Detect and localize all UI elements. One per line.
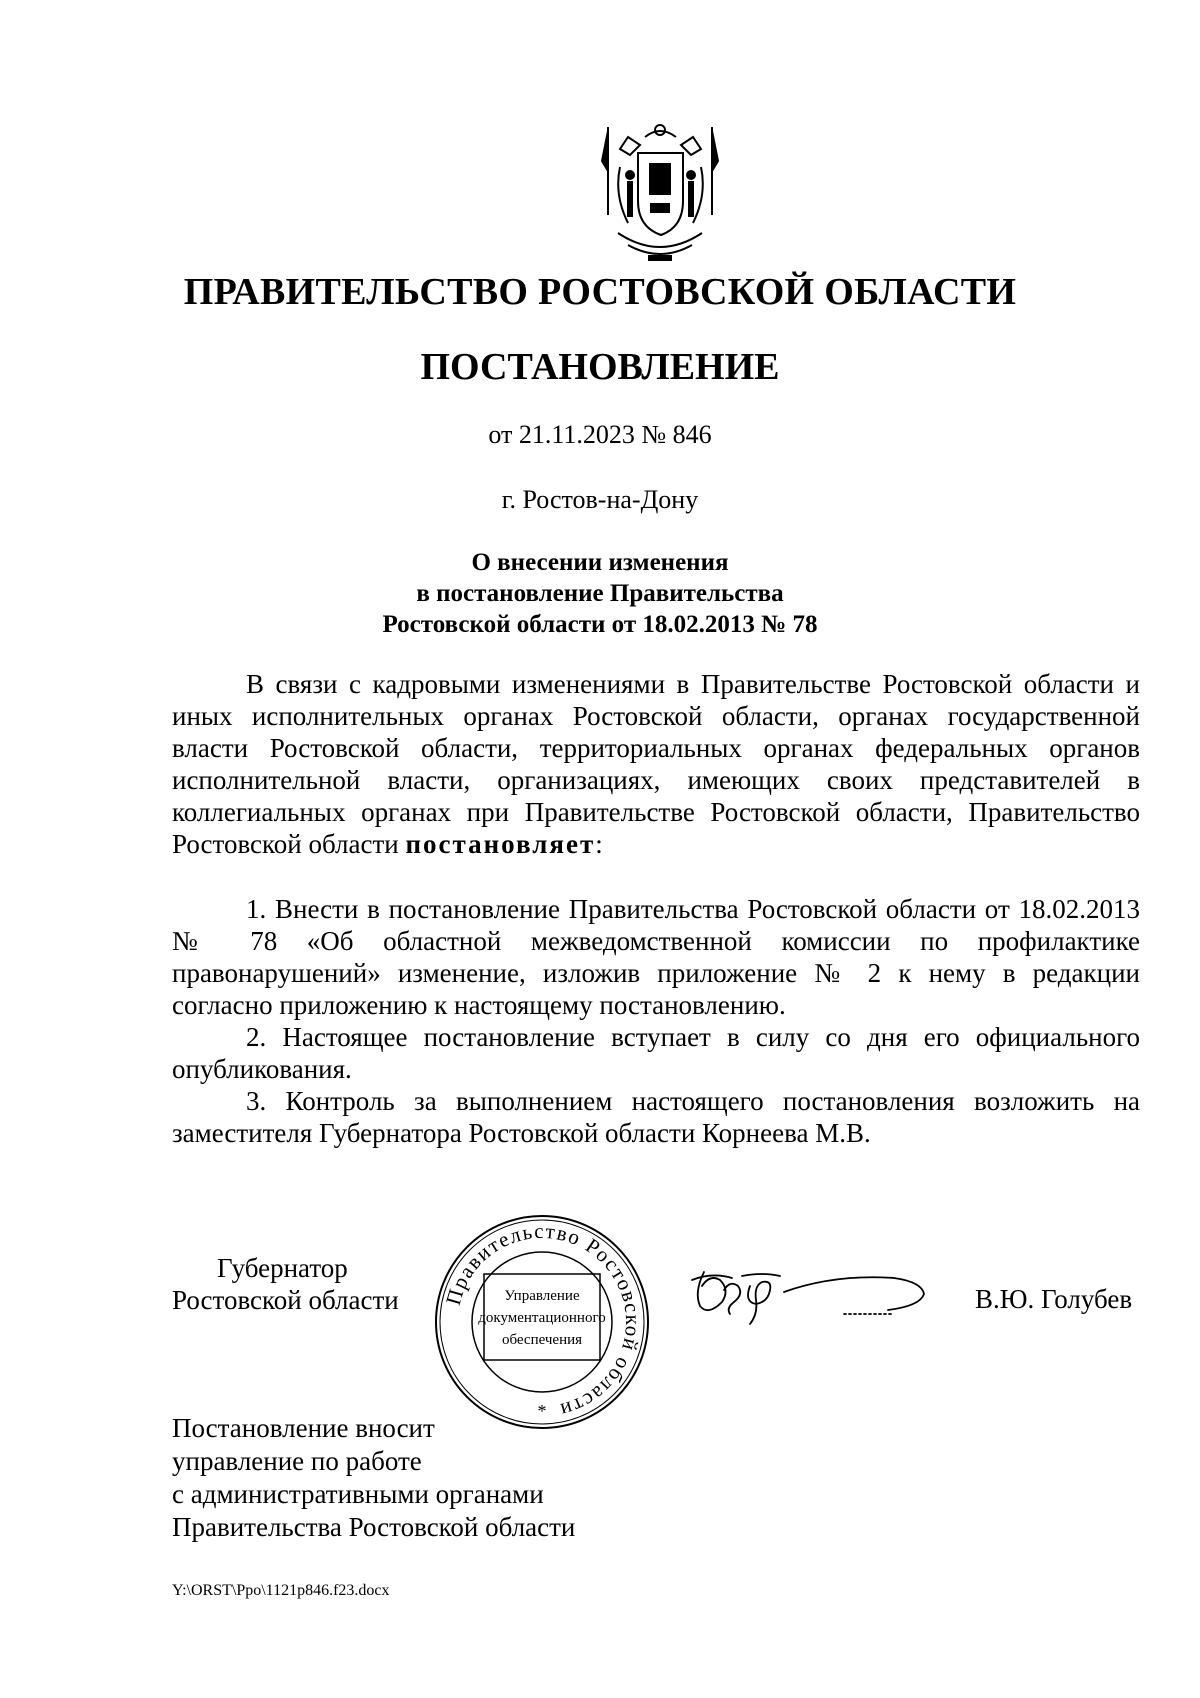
seal-center-line: обеспечения (501, 1332, 583, 1348)
submitter-line: управление по работе (172, 1446, 422, 1476)
document-city: г. Ростов-на-Дону (501, 485, 699, 514)
file-path-footer: Y:\ORST\Ppo\1121p846.f23.docx (172, 1582, 390, 1599)
point-item: 1. Внести в постановление Правительства Ростовской области от 18.02.2013 № 78 «Об областной межведомственной комиссии по профилактике правонарушений» изменение, изложив приложение № 2 к нему в редакции согласно приложению к настоящему постановлению. (172, 894, 1140, 1020)
document-date-number: от 21.11.2023 № 846 (488, 420, 712, 449)
seal-ring-text: Правительство Ростовской области (440, 1218, 646, 1424)
seal-center-line: документационного (478, 1310, 606, 1326)
document-subject (0, 547, 1200, 640)
subject-line: О внесении изменения (471, 549, 729, 576)
point-item: 3. Контроль за выполнением настоящего постановления возложить на заместителя Губернатора Ростовской области Корнеева М.В. (172, 1086, 1140, 1148)
submitter-line: с административными органами (172, 1479, 544, 1509)
coat-of-arms-icon (598, 115, 723, 265)
preamble (172, 668, 1140, 860)
preamble-end: : (595, 829, 603, 859)
point-item: 2. Настоящее постановление вступает в силу со дня его официального опубликования. (172, 1022, 1140, 1084)
organization-title: ПРАВИТЕЛЬСТВО РОСТОВСКОЙ ОБЛАСТИ (183, 271, 1017, 313)
document-type: ПОСТАНОВЛЕНИЕ (420, 346, 780, 388)
signatory-role-line: Губернатор (217, 1253, 348, 1283)
submitter-line: Правительства Ростовской области (172, 1512, 576, 1542)
submitter-note (172, 1412, 575, 1544)
preamble-text: В связи с кадровыми изменениями в Правительстве Ростовской области и иных исполнительных органах Ростовской области, органах государственной власти Ростовской области, территориальных органах федеральных органов исполнительной власти, организациях, имеющих своих представителей в коллегиальных органах при Правительстве Ростовской области, Правительство Ростовской области (172, 669, 1140, 859)
signatory-role-line: Ростовской области (172, 1285, 399, 1315)
preamble-keyword: постановляет (405, 829, 596, 859)
official-seal (432, 1212, 652, 1432)
handwritten-signature (684, 1262, 929, 1332)
points-list (172, 893, 1140, 1149)
signatory-name: В.Ю. Голубев (975, 1284, 1133, 1314)
seal-center-line: Управление (504, 1288, 580, 1304)
seal-star-icon: * (537, 1401, 547, 1421)
subject-line: Ростовской области от 18.02.2013 № 78 (382, 611, 818, 638)
signatory-role (172, 1252, 399, 1316)
subject-line: в постановление Правительства (416, 580, 784, 607)
submitter-line: Постановление вносит (172, 1413, 435, 1443)
